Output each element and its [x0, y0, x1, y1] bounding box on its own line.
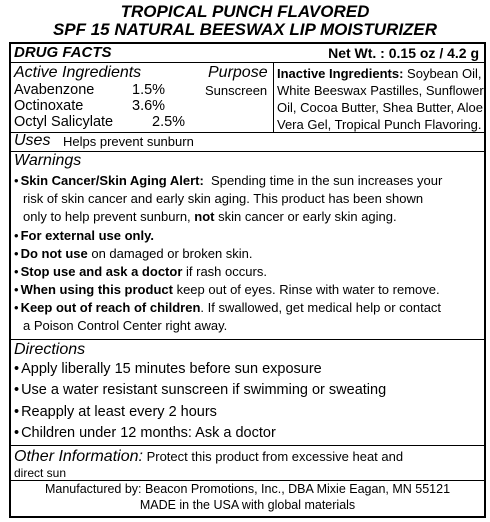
active-item-name: Avabenzone [14, 82, 95, 98]
divider [11, 339, 484, 340]
warning-label: Skin Cancer/Skin Aging Alert: [20, 173, 204, 188]
uses-heading: Uses [14, 132, 51, 149]
uses-text: Helps prevent sunburn [63, 134, 194, 149]
warning-text: Spending time in the sun increases your [211, 173, 443, 188]
inactive-ingredients-text: Soybean Oil, [407, 66, 482, 81]
warning-keep-out [14, 300, 441, 315]
inactive-ingredients-line: Vera Gel, Tropical Punch Flavoring. [277, 117, 482, 132]
active-item-pct: 1.5% [132, 82, 166, 98]
warning-label: Do not use [20, 246, 88, 261]
purpose-value: Sunscreen [205, 83, 268, 98]
warning-stop-use [14, 264, 267, 279]
inactive-ingredients-label: Inactive Ingredients: [277, 66, 404, 81]
warning-not: not [194, 209, 215, 224]
other-information-text: Protect this product from excessive heat and [146, 449, 404, 464]
product-flavor-title: TROPICAL PUNCH FLAVORED [120, 2, 370, 21]
direction-item: • Children under 12 months: Ask a doctor [14, 425, 276, 441]
warning-text: on damaged or broken skin. [91, 246, 253, 261]
manufacturer-info [11, 481, 484, 513]
purpose-heading: Purpose [208, 64, 268, 81]
drug-facts-title: DRUG FACTS [14, 44, 112, 61]
active-item-pct: 2.5% [152, 114, 186, 130]
warning-label: When using this product [20, 282, 173, 297]
divider [273, 62, 274, 132]
warning-text: . If swallowed, get medical help or contact [200, 300, 442, 315]
warning-external [14, 228, 154, 243]
warning-skin-cancer [14, 173, 442, 188]
directions-heading: Directions [14, 341, 86, 358]
warning-text: if rash occurs. [186, 264, 267, 279]
made-in-line: MADE in the USA with global materials [139, 498, 356, 512]
warning-when-using [14, 282, 440, 297]
other-information-heading: Other Information: [14, 448, 143, 465]
warning-text: keep out of eyes. Rinse with water to remove. [176, 282, 440, 297]
direction-item: • Apply liberally 15 minutes before sun exposure [14, 361, 322, 377]
active-item-pct: 3.6% [132, 98, 166, 114]
other-information [14, 448, 403, 466]
active-ingredients-heading: Active Ingredients [14, 64, 142, 81]
warning-do-not-use [14, 246, 253, 261]
warning-text: only to help prevent sunburn, [23, 209, 191, 224]
warning-text: risk of skin cancer and early skin aging. This product has been shown [23, 191, 424, 206]
net-weight: Net Wt. : 0.15 oz / 4.2 g [328, 45, 479, 61]
direction-item: • Reapply at least every 2 hours [14, 404, 217, 420]
warning-label: For external use only. [20, 228, 154, 243]
warnings-heading: Warnings [14, 152, 82, 169]
divider [11, 132, 484, 133]
warning-text: skin cancer or early skin aging. [218, 209, 397, 224]
warning-text [23, 209, 397, 224]
active-item-name: Octyl Salicylate [14, 114, 114, 130]
inactive-ingredients-line [277, 66, 481, 81]
divider [11, 62, 484, 63]
warning-label: Keep out of reach of children [20, 300, 201, 315]
warning-label: Stop use and ask a doctor [20, 264, 183, 279]
warning-text: a Poison Control Center right away. [23, 318, 228, 333]
inactive-ingredients-line: Oil, Cocoa Butter, Shea Butter, Aloe [277, 100, 483, 115]
divider [11, 445, 484, 446]
active-item-name: Octinoxate [14, 98, 84, 114]
divider [11, 151, 484, 152]
direction-item: • Use a water resistant sunscreen if swimming or sweating [14, 382, 386, 398]
product-name-title: SPF 15 NATURAL BEESWAX LIP MOISTURIZER [52, 20, 438, 39]
other-information-text: direct sun [14, 466, 67, 480]
inactive-ingredients-line: White Beeswax Pastilles, Sunflower [277, 83, 484, 98]
drug-facts-panel [9, 42, 486, 518]
manufacturer-line: Manufactured by: Beacon Promotions, Inc., DBA Mixie Eagan, MN 55121 [44, 482, 451, 496]
